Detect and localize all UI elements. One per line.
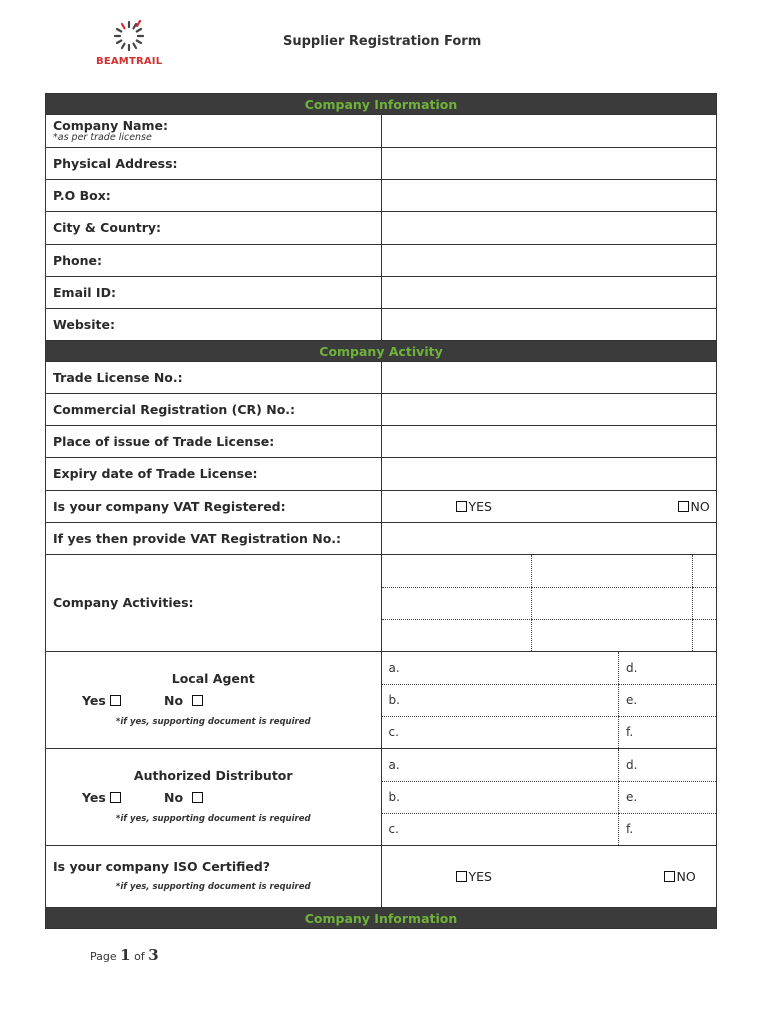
commercial-registration-label: Commercial Registration (CR) No.:	[46, 394, 382, 426]
authorized-distributor-grid	[381, 749, 717, 846]
local-agent-item[interactable]: b.	[382, 684, 619, 716]
local-agent-item[interactable]: e.	[619, 684, 717, 716]
local-agent-no-checkbox[interactable]	[192, 695, 203, 706]
activity-cell[interactable]	[693, 555, 717, 587]
section-header-company-information: Company Information	[46, 94, 717, 115]
activity-cell[interactable]	[693, 619, 717, 651]
document-title: Supplier Registration Form	[283, 34, 482, 49]
iso-yes-option[interactable]: YES	[456, 869, 492, 884]
email-label: Email ID:	[46, 277, 382, 309]
commercial-registration-field[interactable]	[381, 394, 717, 426]
local-agent-item[interactable]: d.	[619, 652, 717, 684]
row-po-box	[46, 180, 717, 212]
row-trade-license	[46, 362, 717, 394]
iso-yes-checkbox[interactable]	[456, 871, 467, 882]
authorized-distributor-title: Authorized Distributor	[133, 767, 293, 783]
website-label: Website:	[46, 309, 382, 341]
distributor-inner-table	[382, 749, 717, 845]
authorized-distributor-note: *if yes, supporting document is required	[115, 813, 311, 824]
distributor-yes-option[interactable]: Yes	[82, 791, 123, 805]
activity-cell[interactable]	[382, 619, 532, 651]
place-of-issue-label: Place of issue of Trade License:	[46, 426, 382, 458]
row-city-country	[46, 212, 717, 245]
row-expiry-date	[46, 458, 717, 491]
row-place-of-issue	[46, 426, 717, 458]
activity-cell[interactable]	[532, 619, 693, 651]
vat-number-field[interactable]	[381, 523, 717, 555]
distributor-yes-checkbox[interactable]	[110, 792, 121, 803]
local-agent-inner-table	[382, 652, 717, 748]
email-field[interactable]	[381, 277, 717, 309]
row-website	[46, 309, 717, 341]
vat-no-option[interactable]: NO	[678, 499, 710, 514]
activities-row	[382, 555, 717, 587]
phone-field[interactable]	[381, 245, 717, 277]
po-box-label: P.O Box:	[46, 180, 382, 212]
logo-text: BEAMTRAIL	[96, 56, 163, 67]
iso-options	[381, 846, 717, 908]
website-field[interactable]	[381, 309, 717, 341]
row-company-activities	[46, 555, 717, 652]
company-activities-grid	[381, 555, 717, 652]
row-company-name	[46, 115, 717, 148]
company-logo	[96, 18, 162, 70]
local-agent-item[interactable]: f.	[619, 716, 717, 748]
row-commercial-registration	[46, 394, 717, 426]
activity-cell[interactable]	[532, 587, 693, 619]
vat-number-label: If yes then provide VAT Registration No.:	[46, 523, 382, 555]
activity-cell[interactable]	[382, 587, 532, 619]
local-agent-item[interactable]: a.	[382, 652, 619, 684]
place-of-issue-field[interactable]	[381, 426, 717, 458]
row-email	[46, 277, 717, 309]
local-agent-yes-option[interactable]: Yes	[82, 694, 123, 708]
city-country-label: City & Country:	[46, 212, 382, 245]
vat-yes-checkbox[interactable]	[456, 501, 467, 512]
iso-no-option[interactable]: NO	[664, 869, 696, 884]
distributor-no-option[interactable]: No	[164, 791, 205, 805]
iso-no-checkbox[interactable]	[664, 871, 675, 882]
row-local-agent	[46, 652, 717, 749]
section-header-company-information-2: Company Information	[46, 908, 717, 929]
row-phone	[46, 245, 717, 277]
distributor-item[interactable]: b.	[382, 781, 619, 813]
activity-cell[interactable]	[532, 555, 693, 587]
local-agent-item[interactable]: c.	[388, 725, 399, 740]
distributor-item[interactable]: d.	[619, 749, 717, 781]
local-agent-grid	[381, 652, 717, 749]
local-agent-no-option[interactable]: No	[164, 694, 205, 708]
city-country-field[interactable]	[381, 212, 717, 245]
local-agent-yes-checkbox[interactable]	[110, 695, 121, 706]
activity-cell[interactable]	[693, 587, 717, 619]
distributor-item[interactable]: f.	[619, 813, 717, 845]
row-iso-certified	[46, 846, 717, 908]
po-box-field[interactable]	[381, 180, 717, 212]
company-name-label: Company Name: *as per trade license	[46, 115, 382, 148]
vat-registered-options	[381, 491, 717, 523]
distributor-item[interactable]: c.	[388, 822, 399, 837]
row-vat-registered	[46, 491, 717, 523]
distributor-item[interactable]: e.	[619, 781, 717, 813]
iso-label: Is your company ISO Certified? *if yes, supporting document is required	[46, 846, 382, 908]
section-header-company-activity: Company Activity	[46, 341, 717, 362]
authorized-distributor-yes-no	[46, 791, 381, 809]
vat-yes-option[interactable]: YES	[456, 499, 492, 514]
vat-no-checkbox[interactable]	[678, 501, 689, 512]
authorized-distributor-block	[46, 749, 382, 846]
expiry-date-label: Expiry date of Trade License:	[46, 458, 382, 491]
row-authorized-distributor	[46, 749, 717, 846]
physical-address-label: Physical Address:	[46, 148, 382, 180]
page-footer: Page 1 of 3	[90, 946, 159, 964]
local-agent-note: *if yes, supporting document is required	[115, 716, 311, 727]
trade-license-label: Trade License No.:	[46, 362, 382, 394]
registration-form-table	[45, 93, 717, 929]
vat-registered-label: Is your company VAT Registered:	[46, 491, 382, 523]
activities-row	[382, 587, 717, 619]
current-page-number: 1	[120, 946, 131, 964]
local-agent-block	[46, 652, 382, 749]
total-pages-number: 3	[148, 946, 159, 964]
row-physical-address	[46, 148, 717, 180]
phone-label: Phone:	[46, 245, 382, 277]
iso-note: *if yes, supporting document is required	[115, 881, 311, 892]
distributor-no-checkbox[interactable]	[192, 792, 203, 803]
expiry-date-field[interactable]	[381, 458, 717, 491]
company-name-field[interactable]	[381, 115, 717, 148]
activities-inner-table	[382, 555, 717, 651]
logo-sunburst-icon	[111, 18, 147, 54]
activity-cell[interactable]	[382, 555, 532, 587]
local-agent-title: Local Agent	[171, 670, 255, 686]
local-agent-yes-no	[46, 694, 381, 712]
distributor-item[interactable]: a.	[382, 749, 619, 781]
row-vat-number	[46, 523, 717, 555]
company-name-note: *as per trade license	[53, 132, 152, 143]
physical-address-field[interactable]	[381, 148, 717, 180]
company-activities-label: Company Activities:	[46, 555, 382, 652]
activities-row	[382, 619, 717, 651]
trade-license-field[interactable]	[381, 362, 717, 394]
